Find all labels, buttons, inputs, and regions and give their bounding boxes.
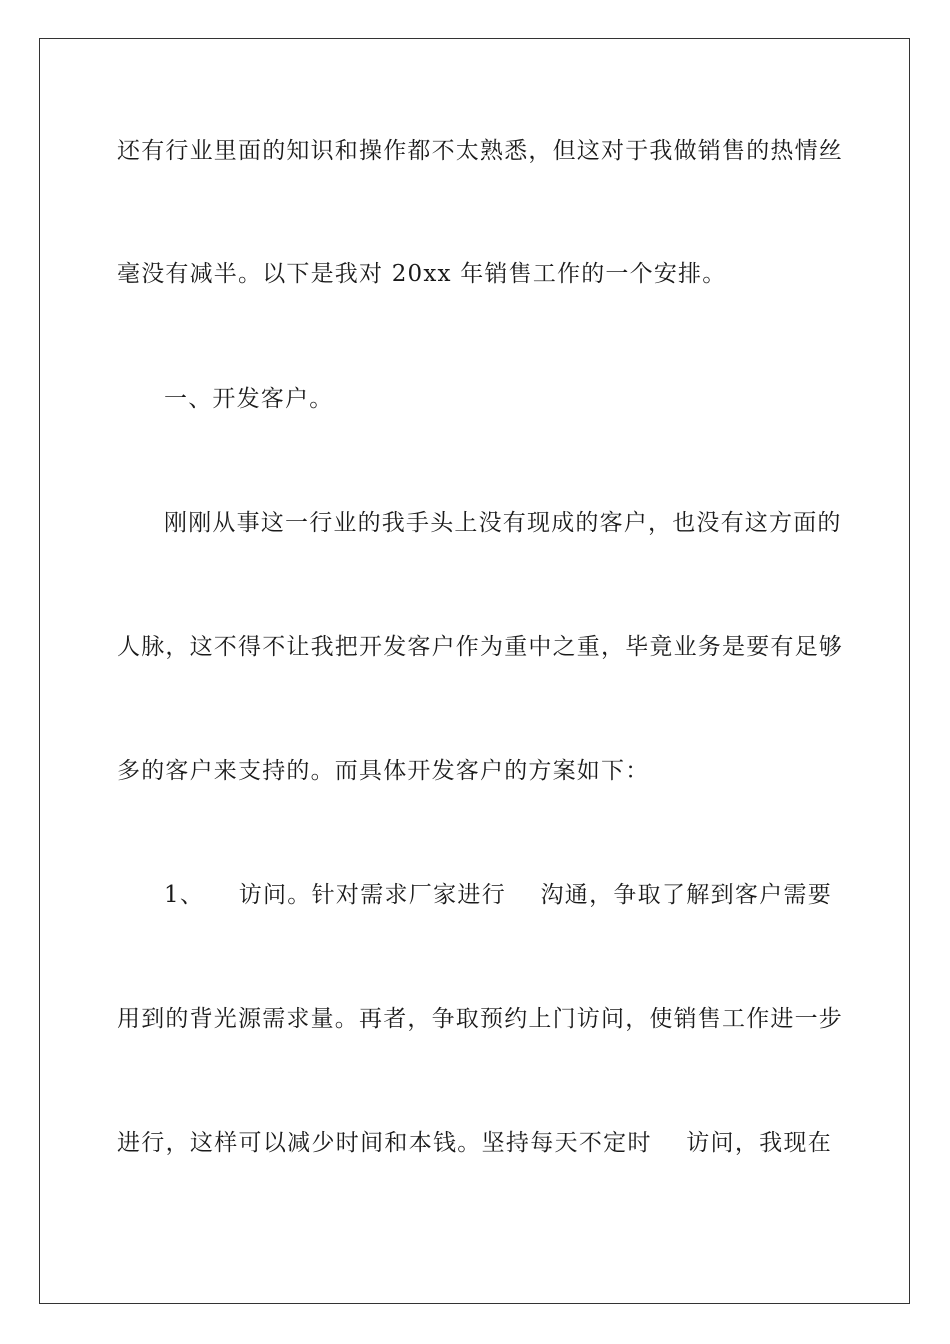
paragraph-line: 人脉，这不得不让我把开发客户作为重中之重，毕竟业务是要有足够 [117, 634, 843, 660]
paragraph-line: 进行，这样可以减少时间和本钱。坚持每天不定时 访问，我现在 [117, 1130, 832, 1156]
paragraph-line: 刚刚从事这一行业的我手头上没有现成的客户，也没有这方面的 [164, 510, 842, 536]
paragraph-line: 多的客户来支持的。而具体开发客户的方案如下： [117, 758, 650, 784]
paragraph-line: 用到的背光源需求量。再者，争取预约上门访问，使销售工作进一步 [117, 1006, 843, 1032]
paragraph-line: 还有行业里面的知识和操作都不太熟悉，但这对于我做销售的热情丝 [117, 138, 843, 164]
page-border [39, 38, 910, 1304]
section-heading: 一、开发客户。 [164, 386, 334, 412]
paragraph-line: 毫没有减半。以下是我对 20xx 年销售工作的一个安排。 [117, 261, 727, 287]
list-item-line: 1、 访问。针对需求厂家进行 沟通，争取了解到客户需要 [164, 882, 832, 908]
